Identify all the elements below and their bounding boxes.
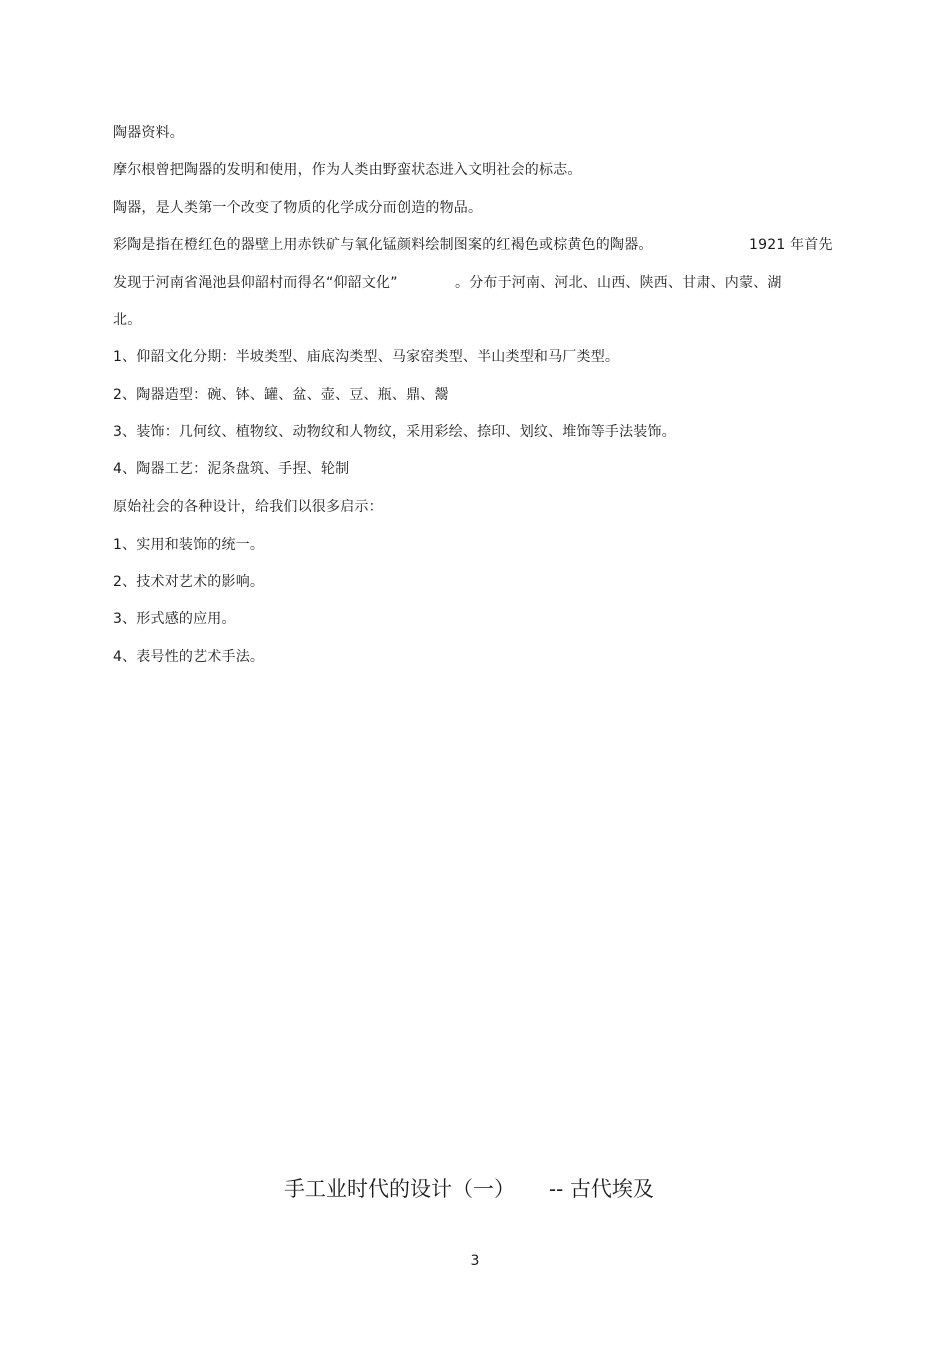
painted-pottery-text: 彩陶是指在橙红色的器壁上用赤铁矿与氧化锰颜料绘制图案的红褐色或棕黄色的陶器。	[113, 237, 653, 253]
distribution-text: 。分布于河南、河北、山西、陕西、甘肃、内蒙、湖	[455, 275, 782, 291]
list-item-inspiration-2: 2、技术对艺术的影响。	[113, 574, 265, 590]
list-item-pottery-craft: 4、陶器工艺：泥条盘筑、手捏、轮制	[113, 461, 350, 477]
paragraph-inspiration-intro: 原始社会的各种设计，给我们以很多启示：	[113, 499, 383, 515]
paragraph-pottery-definition: 陶器，是人类第一个改变了物质的化学成分而创造的物品。	[113, 200, 483, 216]
list-item-inspiration-1: 1、实用和装饰的统一。	[113, 537, 265, 553]
list-item-decoration: 3、装饰：几何纹、植物纹、动物纹和人物纹，采用彩绘、捺印、划纹、堆饰等手法装饰。	[113, 424, 676, 440]
page-number: 3	[470, 1253, 480, 1269]
paragraph-pottery-materials: 陶器资料。	[113, 125, 184, 141]
list-item-yangshao-periods: 1、仰韶文化分期：半坡类型、庙底沟类型、马家窑类型、半山类型和马厂类型。	[113, 349, 620, 365]
year-1921-text: 1921 年首先	[749, 237, 833, 253]
section-heading-part2: -- 古代埃及	[549, 1177, 654, 1201]
section-heading-part1: 手工业时代的设计（一）	[284, 1177, 515, 1201]
yangshao-discovery-text: 发现于河南省渑池县仰韶村而得名“仰韶文化”	[113, 275, 398, 291]
list-item-pottery-shapes: 2、陶器造型：碗、钵、罐、盆、壶、豆、瓶、鼎、鬶	[113, 387, 449, 403]
paragraph-morgan: 摩尔根曾把陶器的发明和使用，作为人类由野蛮状态进入文明社会的标志。	[113, 162, 582, 178]
paragraph-painted-pottery-line3: 北。	[113, 312, 142, 328]
list-item-inspiration-4: 4、表号性的艺术手法。	[113, 649, 265, 665]
list-item-inspiration-3: 3、形式感的应用。	[113, 611, 236, 627]
